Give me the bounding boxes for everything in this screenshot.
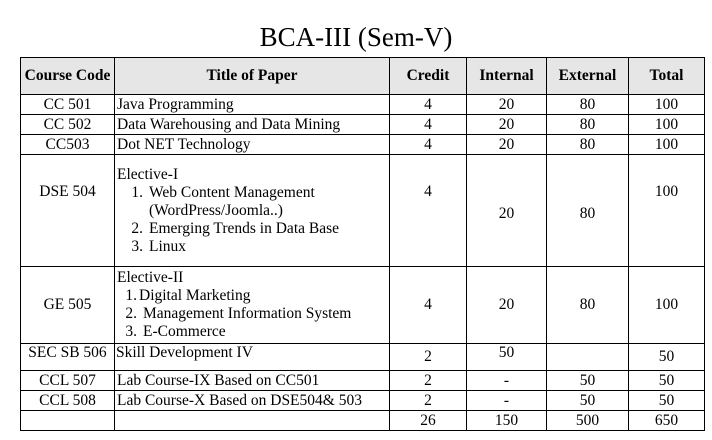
external-value: 80 [547, 95, 629, 115]
paper-title: Lab Course-X Based on DSE504& 503 [115, 391, 390, 411]
credit-value: 4 [390, 267, 467, 344]
table-row [21, 135, 705, 155]
credit-value: 4 [390, 115, 467, 135]
total-value: 50 [629, 344, 705, 371]
total-value: 100 [629, 115, 705, 135]
paper-title: Data Warehousing and Data Mining [115, 115, 390, 135]
table-row [21, 371, 705, 391]
course-code: DSE 504 [21, 155, 115, 267]
course-code: CC503 [21, 135, 115, 155]
header-internal: Internal [467, 58, 547, 95]
paper-title [115, 155, 390, 267]
course-code: GE 505 [21, 267, 115, 344]
course-code: CC 502 [21, 115, 115, 135]
elective-list [117, 184, 387, 256]
internal-value: 20 [467, 95, 547, 115]
paper-title: Skill Development IV [115, 344, 390, 371]
total-value: 100 [629, 95, 705, 115]
external-value: 80 [547, 155, 629, 267]
external-value: 50 [547, 371, 629, 391]
table-row [21, 344, 705, 371]
course-code: SEC SB 506 [21, 344, 115, 371]
elective-heading: Elective-I [117, 165, 179, 183]
table-row [21, 155, 705, 267]
list-item: 2. Management Information System [125, 305, 352, 322]
paper-title [115, 267, 390, 344]
credit-value: 4 [390, 135, 467, 155]
external-value: 80 [547, 135, 629, 155]
credit-value: 2 [390, 371, 467, 391]
syllabus-table [20, 57, 705, 431]
table-row [21, 267, 705, 344]
paper-title: Dot NET Technology [115, 135, 390, 155]
total-value: 100 [629, 135, 705, 155]
credit-value: 4 [390, 95, 467, 115]
credit-value: 4 [390, 155, 467, 267]
internal-value: 20 [467, 267, 547, 344]
totals-code [21, 411, 115, 431]
internal-value: 50 [467, 344, 547, 371]
totals-row [21, 411, 705, 431]
grand-total: 650 [629, 411, 705, 431]
totals-title [115, 411, 390, 431]
internal-value: 20 [467, 135, 547, 155]
table-row [21, 391, 705, 411]
total-credit: 26 [390, 411, 467, 431]
header-credit: Credit [390, 58, 467, 95]
external-value: 80 [547, 267, 629, 344]
credit-value: 2 [390, 391, 467, 411]
elective-heading: Elective-II [117, 269, 184, 286]
list-item: 2. Emerging Trends in Data Base [131, 219, 340, 237]
table-header-row [21, 58, 705, 95]
header-total: Total [629, 58, 705, 95]
external-value: 50 [547, 391, 629, 411]
internal-value: - [467, 391, 547, 411]
total-external: 500 [547, 411, 629, 431]
table-row [21, 95, 705, 115]
list-item: 3. Linux [131, 237, 187, 255]
external-value [547, 344, 629, 371]
total-internal: 150 [467, 411, 547, 431]
paper-title: Java Programming [115, 95, 390, 115]
course-code: CCL 507 [21, 371, 115, 391]
internal-value: 20 [467, 155, 547, 267]
course-code: CCL 508 [21, 391, 115, 411]
table-row [21, 115, 705, 135]
header-external: External [547, 58, 629, 95]
total-value: 100 [629, 155, 705, 267]
header-title: Title of Paper [115, 58, 390, 95]
total-value: 50 [629, 391, 705, 411]
elective-list [117, 287, 387, 341]
external-value: 80 [547, 115, 629, 135]
total-value: 50 [629, 371, 705, 391]
course-code: CC 501 [21, 95, 115, 115]
total-value: 100 [629, 267, 705, 344]
list-item: 1. Digital Marketing [125, 287, 251, 304]
credit-value: 2 [390, 344, 467, 371]
internal-value: - [467, 371, 547, 391]
paper-title: Lab Course-IX Based on CC501 [115, 371, 390, 391]
page-title: BCA-III (Sem-V) [259, 22, 453, 52]
internal-value: 20 [467, 115, 547, 135]
list-item: 3. E-Commerce [125, 323, 226, 340]
list-item: 1. Web Content Management (WordPress/Joomla..) [131, 183, 315, 219]
header-course-code: Course Code [21, 58, 115, 95]
